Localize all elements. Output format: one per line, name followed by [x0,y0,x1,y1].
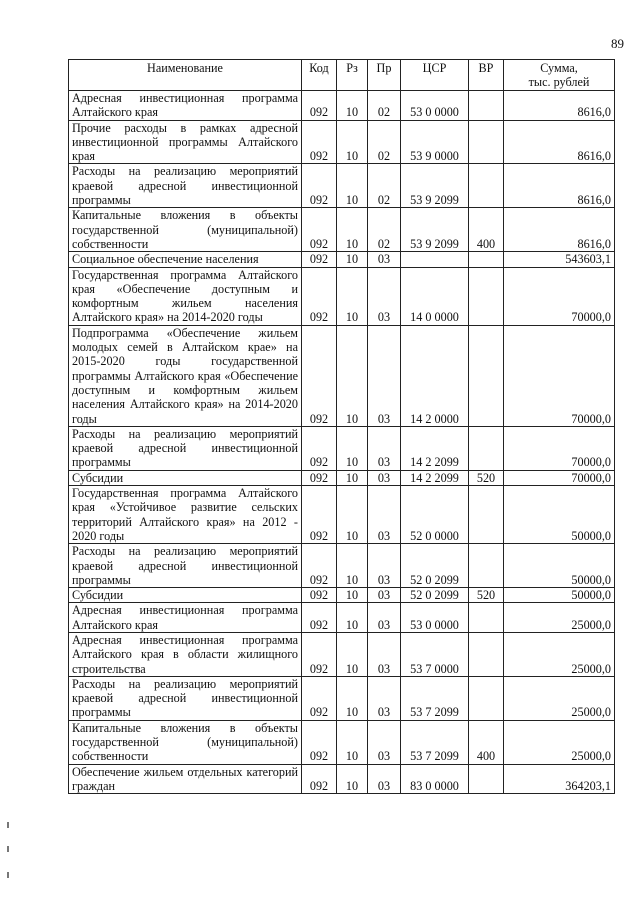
row-vr [469,164,504,208]
table-row [69,676,615,720]
row-csr: 14 2 2099 [401,426,469,470]
row-pr: 03 [368,603,401,633]
row-vr [469,325,504,426]
table-row [69,426,615,470]
header-sum-line2: тыс. рублей [528,75,590,90]
row-name: Социальное обеспечение населения [69,252,302,267]
row-rz: 10 [337,164,368,208]
row-sum: 50000,0 [504,588,615,603]
row-vr [469,91,504,121]
row-name: Субсидии [69,470,302,485]
header-sum-line1: Сумма, [540,61,578,75]
table-row [69,164,615,208]
row-vr [469,676,504,720]
table-row [69,470,615,485]
row-sum: 8616,0 [504,164,615,208]
row-rz: 10 [337,120,368,164]
row-sum: 8616,0 [504,208,615,252]
row-vr [469,544,504,588]
row-pr: 03 [368,676,401,720]
row-sum: 70000,0 [504,267,615,325]
row-name: Адресная инвестиционная программа Алтайского края в области жилищного строительства [69,632,302,676]
row-pr: 03 [368,588,401,603]
table-row [69,544,615,588]
row-sum: 8616,0 [504,91,615,121]
header-sum [504,60,615,91]
row-rz: 10 [337,252,368,267]
row-rz: 10 [337,470,368,485]
row-code: 092 [302,676,337,720]
row-csr: 53 0 0000 [401,603,469,633]
row-vr [469,252,504,267]
row-code: 092 [302,470,337,485]
row-code: 092 [302,164,337,208]
row-sum: 364203,1 [504,764,615,794]
row-rz: 10 [337,588,368,603]
row-name: Расходы на реализацию мероприятий краевой адресной инвестиционной программы [69,544,302,588]
table-row [69,588,615,603]
row-name: Расходы на реализацию мероприятий краевой адресной инвестиционной программы [69,426,302,470]
table-row [69,632,615,676]
row-pr: 03 [368,426,401,470]
row-sum: 70000,0 [504,426,615,470]
row-sum: 50000,0 [504,544,615,588]
row-csr: 52 0 2099 [401,588,469,603]
budget-table [68,59,615,794]
scan-margin-mark [7,822,9,828]
header-pr: Пр [368,60,401,91]
row-code: 092 [302,252,337,267]
row-code: 092 [302,544,337,588]
row-pr: 03 [368,267,401,325]
row-rz: 10 [337,764,368,794]
row-rz: 10 [337,720,368,764]
table-row [69,764,615,794]
row-csr: 53 9 0000 [401,120,469,164]
row-name: Капитальные вложения в объекты государственной (муниципальной) собственности [69,208,302,252]
row-csr [401,252,469,267]
row-sum: 25000,0 [504,676,615,720]
row-csr: 83 0 0000 [401,764,469,794]
row-sum: 25000,0 [504,720,615,764]
row-pr: 02 [368,120,401,164]
row-name: Капитальные вложения в объекты государственной (муниципальной) собственности [69,720,302,764]
header-csr: ЦСР [401,60,469,91]
row-csr: 53 7 2099 [401,720,469,764]
row-vr: 520 [469,588,504,603]
row-vr [469,486,504,544]
row-sum: 25000,0 [504,603,615,633]
table-row [69,120,615,164]
header-code: Код [302,60,337,91]
row-code: 092 [302,720,337,764]
row-code: 092 [302,91,337,121]
row-name: Прочие расходы в рамках адресной инвестиционной программы Алтайского края [69,120,302,164]
scan-margin-mark [7,872,9,878]
table-row [69,208,615,252]
table-row [69,486,615,544]
table-row [69,252,615,267]
row-csr: 14 2 0000 [401,325,469,426]
row-pr: 02 [368,208,401,252]
row-name: Субсидии [69,588,302,603]
row-code: 092 [302,426,337,470]
row-sum: 70000,0 [504,325,615,426]
row-csr: 53 9 2099 [401,164,469,208]
row-name: Подпрограмма «Обеспечение жильем молодых семей в Алтайском крае» на 2015-2020 годы государственной программы Алтайского края «Обеспечение доступным и комфортным жильем населения Алтайского края» на 2014-2020 годы [69,325,302,426]
row-vr: 400 [469,208,504,252]
row-sum: 8616,0 [504,120,615,164]
row-vr: 400 [469,720,504,764]
row-vr [469,120,504,164]
header-rz: Рз [337,60,368,91]
row-pr: 02 [368,91,401,121]
table-row [69,603,615,633]
row-pr: 03 [368,470,401,485]
row-rz: 10 [337,544,368,588]
row-name: Государственная программа Алтайского края «Устойчивое развитие сельских территорий Алтайского края» на 2012 - 2020 годы [69,486,302,544]
row-name: Адресная инвестиционная программа Алтайского края [69,603,302,633]
row-pr: 03 [368,720,401,764]
row-rz: 10 [337,208,368,252]
row-vr [469,267,504,325]
row-sum: 25000,0 [504,632,615,676]
row-csr: 53 0 0000 [401,91,469,121]
header-vr: ВР [469,60,504,91]
row-pr: 02 [368,164,401,208]
table-row [69,267,615,325]
row-code: 092 [302,267,337,325]
row-name: Обеспечение жильем отдельных категорий граждан [69,764,302,794]
row-pr: 03 [368,486,401,544]
row-rz: 10 [337,632,368,676]
table-row [69,720,615,764]
row-pr: 03 [368,252,401,267]
row-rz: 10 [337,603,368,633]
row-code: 092 [302,603,337,633]
page-number: 89 [611,36,624,51]
row-csr: 52 0 0000 [401,486,469,544]
row-rz: 10 [337,486,368,544]
row-name: Адресная инвестиционная программа Алтайского края [69,91,302,121]
row-sum: 70000,0 [504,470,615,485]
row-csr: 14 2 2099 [401,470,469,485]
row-rz: 10 [337,91,368,121]
scan-margin-mark [7,846,9,852]
row-code: 092 [302,588,337,603]
row-pr: 03 [368,544,401,588]
row-code: 092 [302,325,337,426]
row-vr [469,764,504,794]
row-sum: 543603,1 [504,252,615,267]
table-row [69,91,615,121]
row-name: Расходы на реализацию мероприятий краевой адресной инвестиционной программы [69,164,302,208]
row-code: 092 [302,632,337,676]
row-code: 092 [302,764,337,794]
header-name: Наименование [69,60,302,91]
row-csr: 53 7 0000 [401,632,469,676]
table-row [69,325,615,426]
row-rz: 10 [337,325,368,426]
row-csr: 53 7 2099 [401,676,469,720]
row-csr: 52 0 2099 [401,544,469,588]
table-header-row [69,60,615,91]
row-vr [469,426,504,470]
row-csr: 14 0 0000 [401,267,469,325]
row-name: Расходы на реализацию мероприятий краевой адресной инвестиционной программы [69,676,302,720]
row-pr: 03 [368,325,401,426]
row-vr [469,603,504,633]
row-code: 092 [302,208,337,252]
row-sum: 50000,0 [504,486,615,544]
row-code: 092 [302,486,337,544]
row-csr: 53 9 2099 [401,208,469,252]
row-vr: 520 [469,470,504,485]
row-code: 092 [302,120,337,164]
row-pr: 03 [368,764,401,794]
row-name: Государственная программа Алтайского края «Обеспечение доступным и комфортным жильем населения Алтайского края» на 2014-2020 годы [69,267,302,325]
row-vr [469,632,504,676]
row-pr: 03 [368,632,401,676]
row-rz: 10 [337,426,368,470]
row-rz: 10 [337,267,368,325]
row-rz: 10 [337,676,368,720]
